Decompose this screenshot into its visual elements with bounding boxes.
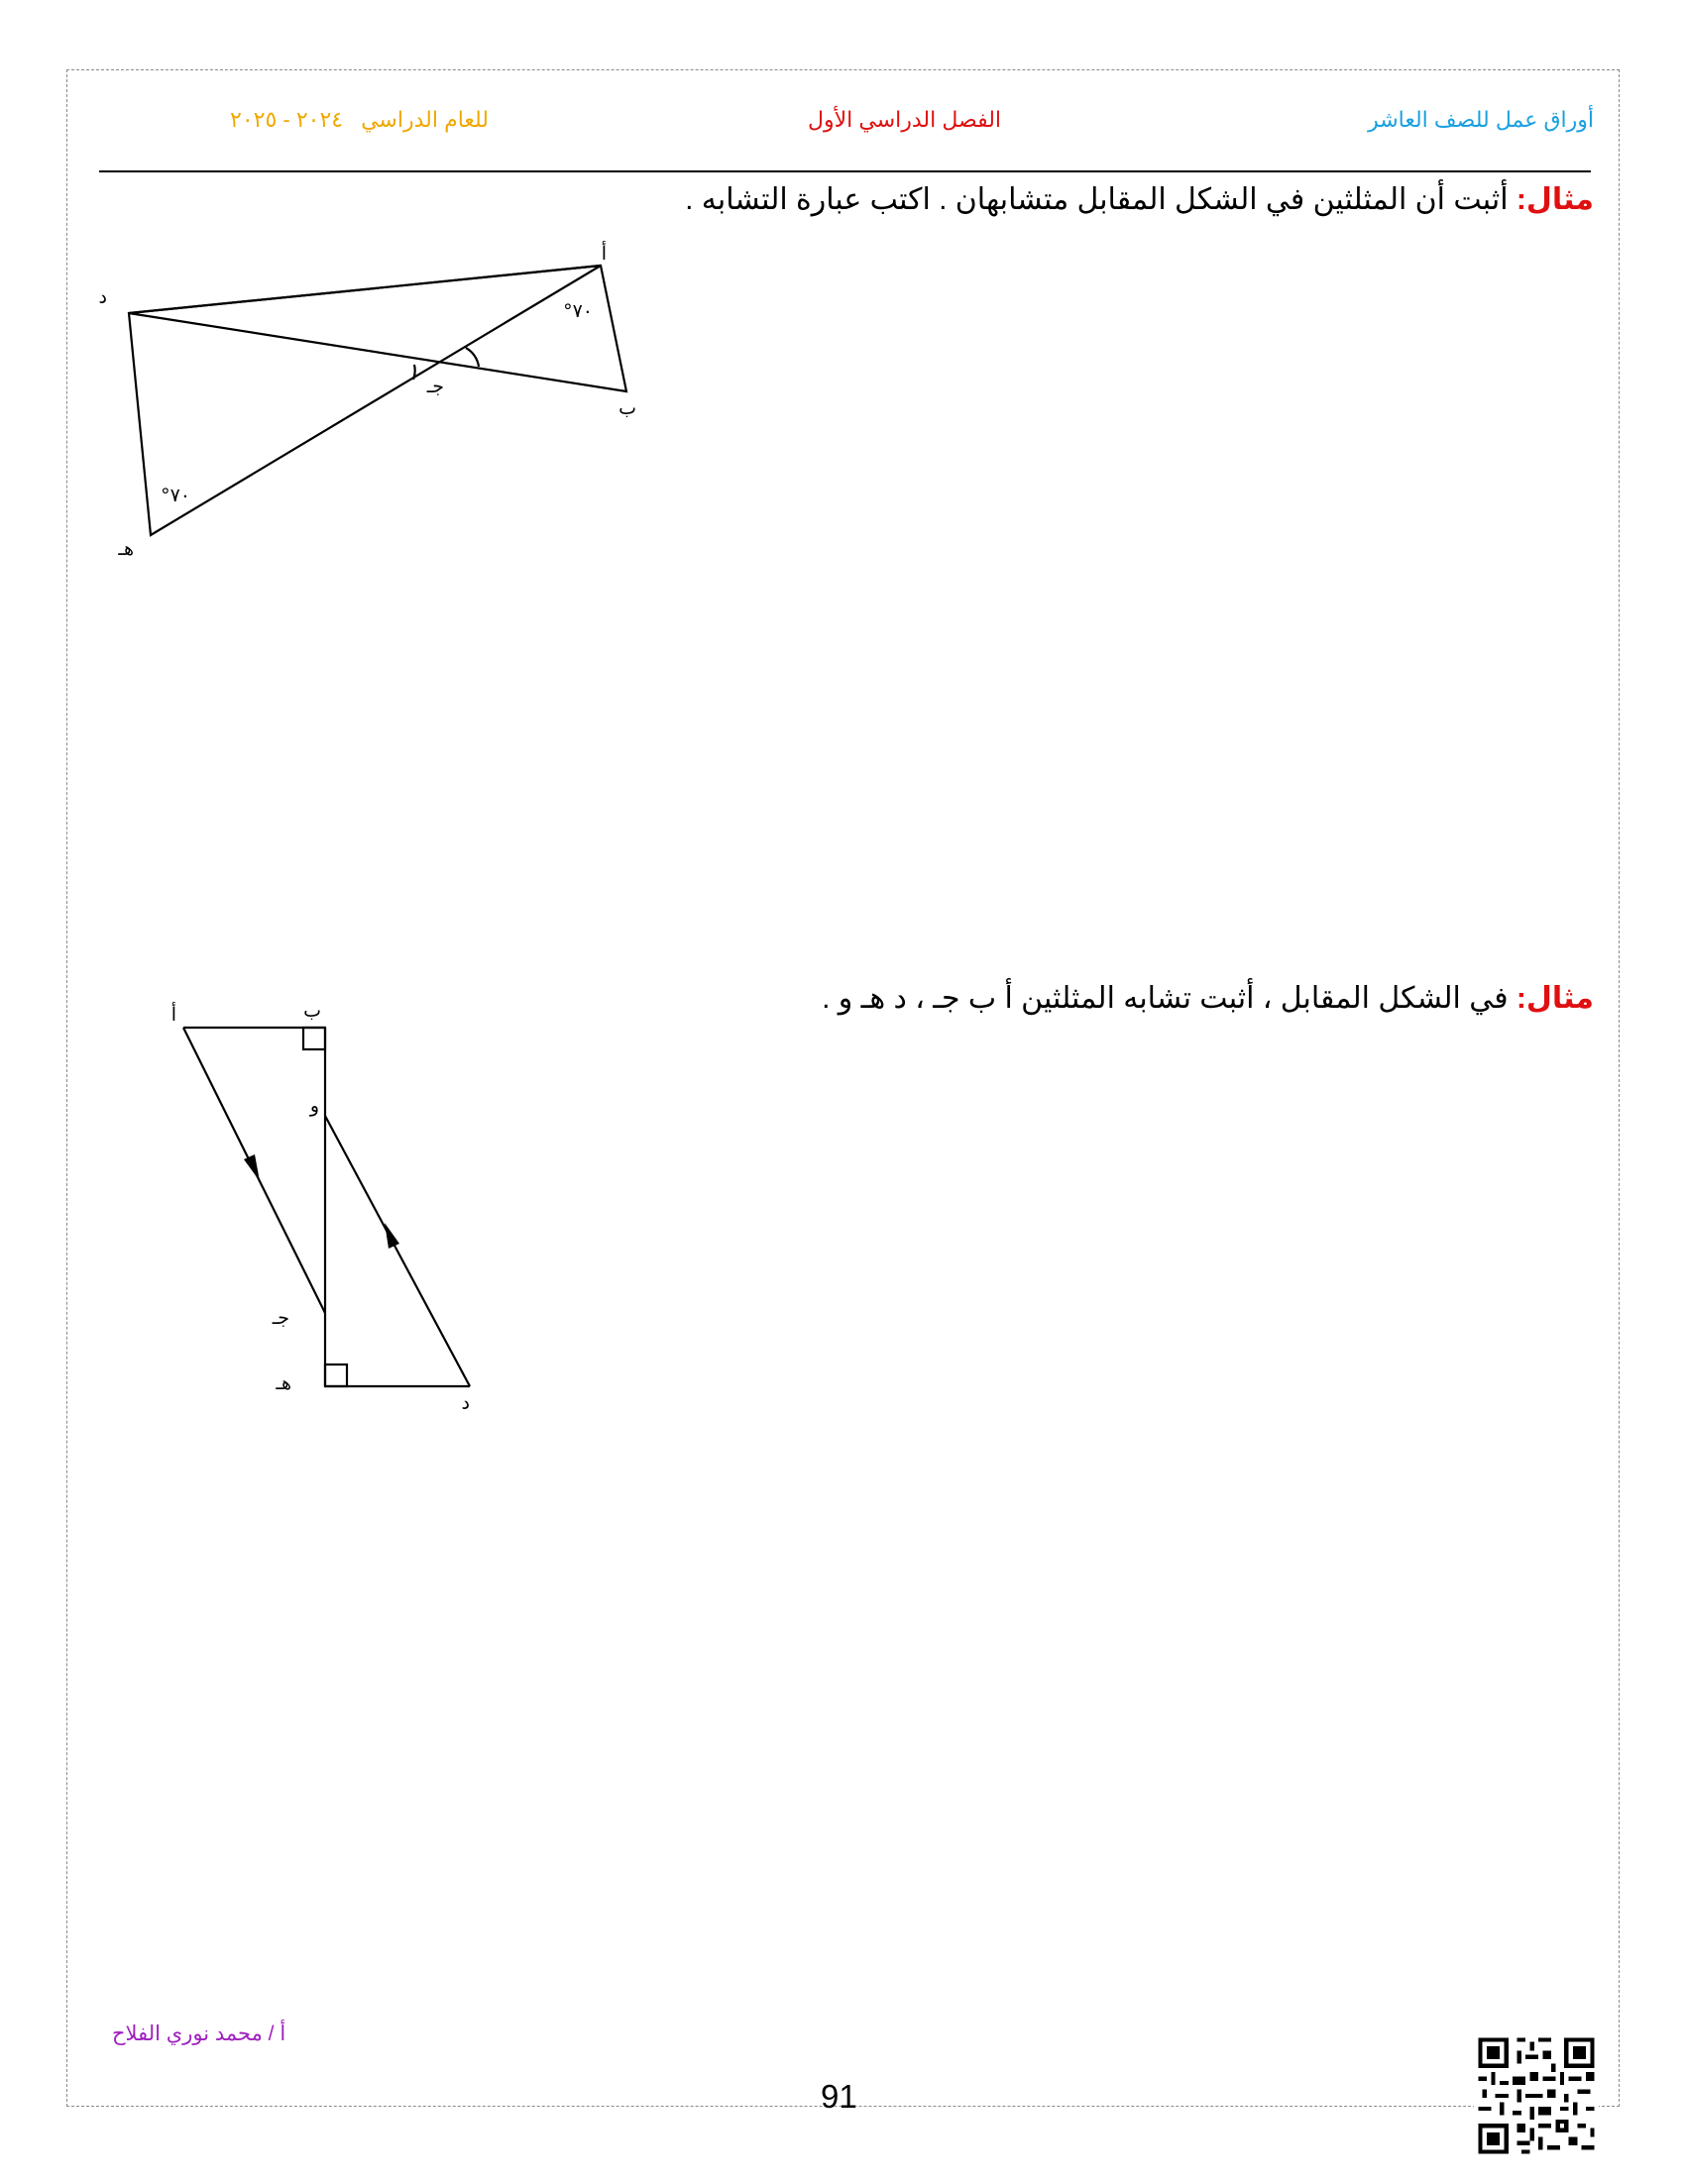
figure-1-label-a: أ: [601, 243, 607, 265]
figure-2-label-w: و: [309, 1095, 319, 1117]
example-1-label: مثال:: [1516, 183, 1594, 216]
header-school-year: [230, 107, 489, 133]
figure-2-label-c: جـ: [272, 1307, 289, 1329]
figure-1-angle-e: ٧٠°: [161, 485, 190, 506]
qr-code-icon: [1474, 2033, 1599, 2158]
header-year-value: ٢٠٢٤ - ٢٠٢٥: [230, 107, 344, 132]
footer-author: أ / محمد نوري الفلاح: [112, 2022, 286, 2045]
figure-2-label-a: أ: [170, 1004, 176, 1026]
figure-2-label-b: ب: [303, 1000, 321, 1022]
figure-1-label-b: ب: [618, 397, 636, 419]
figure-2-label-d: د: [461, 1392, 470, 1414]
figure-1-label-e: هـ: [118, 538, 134, 560]
example-2: [822, 981, 1594, 1016]
example-1-text: أثبت أن المثلثين في الشكل المقابل متشابهان . اكتب عبارة التشابه .: [685, 183, 1516, 216]
page-number: 91: [821, 2078, 857, 2115]
header-grade-title: أوراق عمل للصف العاشر: [1368, 107, 1594, 132]
example-2-text: في الشكل المقابل ، أثبت تشابه المثلثين أ ب جـ ، د هـ و .: [822, 982, 1516, 1015]
figure-1-label-c: جـ: [426, 376, 444, 397]
figure-1-angle-a: ٧٠°: [563, 300, 593, 322]
figure-1-label-d: د: [98, 286, 107, 308]
header-year-label: للعام الدراسي: [361, 107, 489, 132]
example-1: [685, 182, 1594, 217]
page-border: [66, 69, 1620, 2107]
header-divider: [99, 170, 1591, 172]
example-2-label: مثال:: [1516, 982, 1594, 1015]
header-semester: الفصل الدراسي الأول: [808, 107, 1002, 132]
figure-2-label-e: هـ: [276, 1372, 291, 1394]
